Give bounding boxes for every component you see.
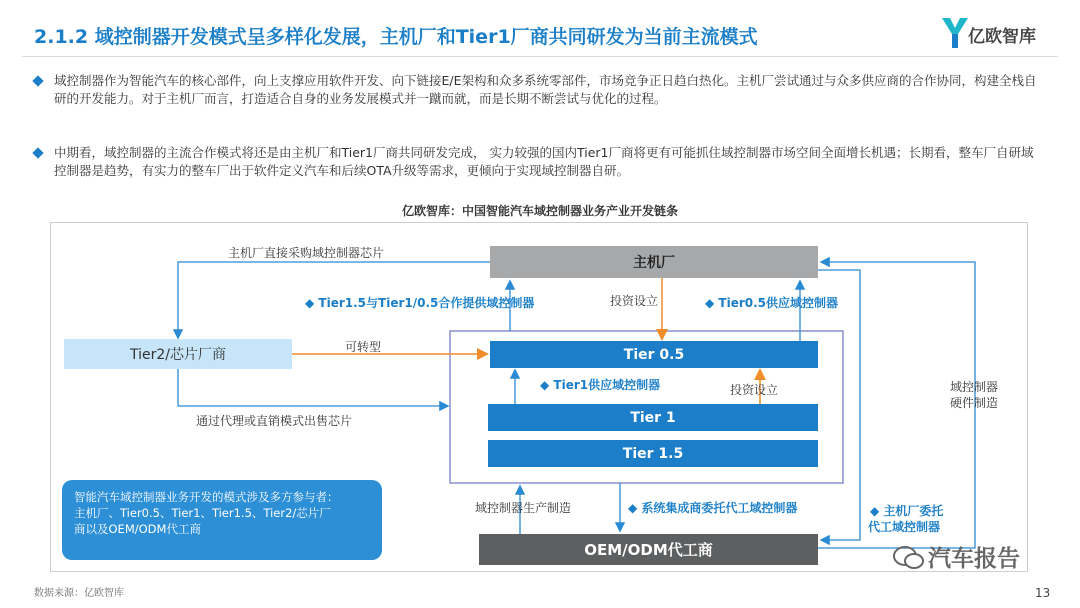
node-tier1: Tier 1 <box>488 404 818 431</box>
label-t05-supply: ◆ Tier0.5供应域控制器 <box>705 296 839 310</box>
label-coop-supply: ◆ Tier1.5与Tier1/0.5合作提供域控制器 <box>305 296 535 310</box>
label-host-entrust-2: 代工域控制器 <box>868 520 941 534</box>
label-invest-2: 投资设立 <box>730 383 779 397</box>
node-tier05: Tier 0.5 <box>490 341 818 368</box>
diagram-title: 亿欧智库：中国智能汽车域控制器业务产业开发链条 <box>401 204 678 218</box>
node-tier15: Tier 1.5 <box>488 440 818 467</box>
wechat-watermark-icon <box>892 544 926 572</box>
data-source: 数据来源：亿欧智库 <box>34 588 124 599</box>
bullet-text: 中期看，域控制器的主流合作模式将还是由主机厂和Tier1厂商共同研发完成， 实力较强的国内Tier1厂商将更有可能抓住域控制器市场空间全面增长机遇；长期看，整车厂自研域控制器是趋势，有实力的整车厂出于软件定义汽车和后续OTA升级等需求，更倾向于实现域控制器自研。 <box>54 145 1034 178</box>
label-host-entrust-1: ◆ 主机厂委托 <box>870 504 944 518</box>
node-odm: OEM/ODM代工商 <box>479 534 818 565</box>
bullet-text: 域控制器作为智能汽车的核心部件，向上支撑应用软件开发、向下链接E/E架构和众多系统零部件，市场竞争正日趋白热化。主机厂尝试通过与众多供应商的合作协同，构建全栈自研的开发能力。对于主机厂而言，打造适合自身的业务发展模式并一蹴而就，而是长期不断尝试与优化的过程。 <box>54 73 1037 106</box>
edge-agent-sell <box>178 369 447 406</box>
logo-text: 亿欧智库 <box>968 27 1036 47</box>
note-line: 主机厂、Tier0.5、Tier1、Tier1.5、Tier2/芯片厂 <box>74 506 331 520</box>
diagram-note <box>62 480 382 560</box>
label-prod-mfg: 域控制器生产制造 <box>475 501 572 515</box>
note-line: 商以及OEM/ODM代工商 <box>74 522 201 536</box>
label-agent-sell: 通过代理或直销模式出售芯片 <box>196 414 353 428</box>
page-title: 2.1.2 域控制器开发模式呈多样化发展，主机厂和Tier1厂商共同研发为当前主流模式 <box>34 26 758 48</box>
label-direct-buy: 主机厂直接采购域控制器芯片 <box>228 246 385 260</box>
label-t1-supply: ◆ Tier1供应域控制器 <box>540 378 661 392</box>
label-transform: 可转型 <box>345 340 382 354</box>
page-number: 13 <box>1035 586 1051 600</box>
label-hw-mfg-1: 域控制器 <box>950 380 999 394</box>
node-tier2: Tier2/芯片厂商 <box>64 339 292 369</box>
label-integrator: ◆ 系统集成商委托代工域控制器 <box>628 501 798 515</box>
watermark-text: 汽车报告 <box>928 546 1020 572</box>
note-line: 智能汽车域控制器业务开发的模式涉及多方参与者： <box>74 490 339 504</box>
label-hw-mfg-2: 硬件制造 <box>950 396 999 410</box>
node-host: 主机厂 <box>490 246 818 278</box>
label-invest-1: 投资设立 <box>610 294 659 308</box>
